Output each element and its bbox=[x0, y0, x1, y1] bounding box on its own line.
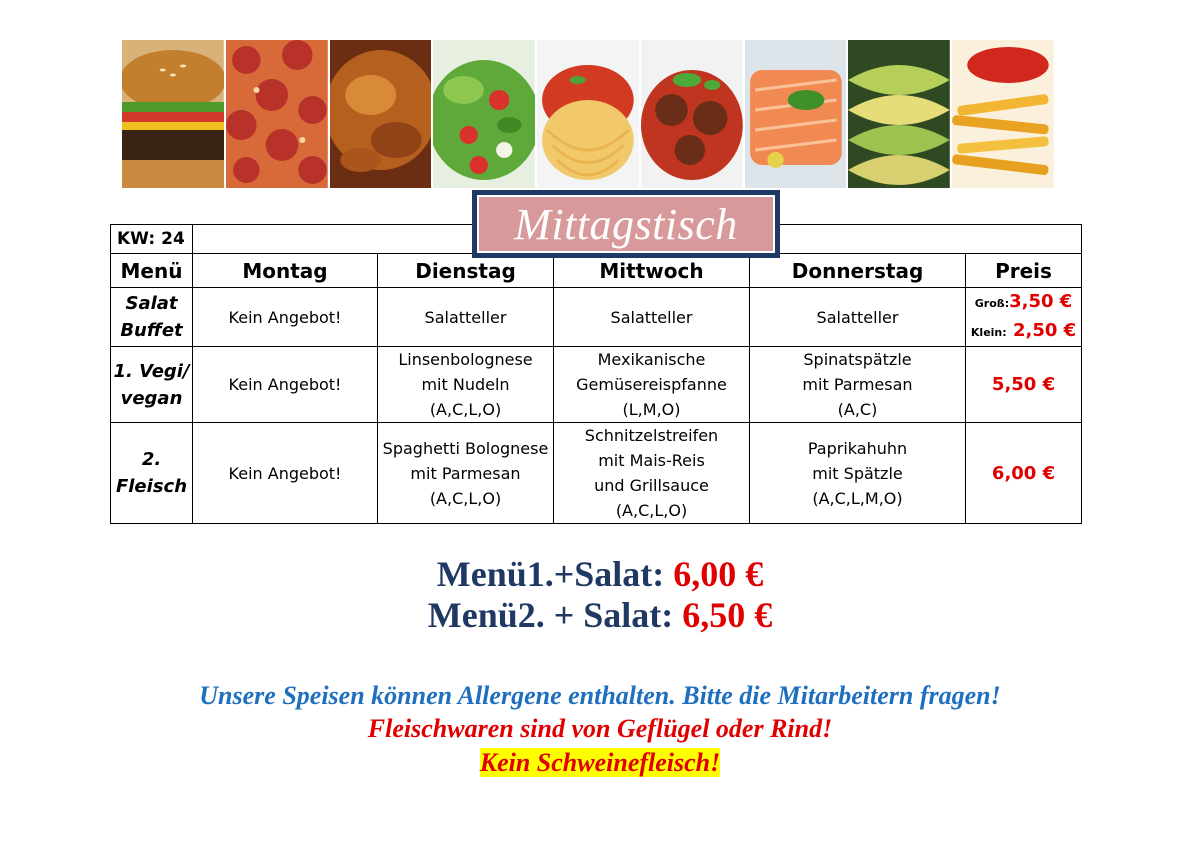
no-pork-note: Kein Schweinefleisch! bbox=[479, 748, 721, 777]
cell-dienstag bbox=[378, 347, 554, 423]
cell-donnerstag bbox=[750, 288, 966, 347]
menu-table bbox=[110, 224, 1082, 524]
dish-line: Gemüsereispfanne bbox=[576, 375, 727, 394]
cell-price-fleisch: 6,00 € bbox=[966, 423, 1082, 524]
title-frame bbox=[472, 190, 780, 258]
green-pasta-photo bbox=[848, 40, 952, 188]
allergen-codes: (A,C,L,M,O) bbox=[812, 488, 903, 508]
row-label-line: Salat bbox=[125, 293, 178, 314]
header-mittwoch: Mittwoch bbox=[554, 254, 750, 288]
dish-line: mit Mais-Reis bbox=[598, 451, 705, 470]
salad-photo bbox=[433, 40, 537, 188]
header-menu: Menü bbox=[111, 254, 193, 288]
combo-label: Menü2. + Salat: bbox=[427, 595, 683, 635]
pizza-photo bbox=[226, 40, 330, 188]
dish-line: Salatteller bbox=[424, 307, 507, 327]
food-banner bbox=[122, 40, 1054, 188]
allergen-codes: (A,C,L,O) bbox=[615, 501, 688, 520]
cell-price-vegi: 5,50 € bbox=[966, 347, 1082, 423]
table-row bbox=[111, 288, 1082, 347]
dish-line: und Grillsauce bbox=[594, 476, 709, 495]
price-klein-label: Klein: bbox=[970, 326, 1007, 339]
cell-dienstag bbox=[378, 288, 554, 347]
cell-mittwoch bbox=[554, 347, 750, 423]
table-header-row bbox=[111, 254, 1082, 288]
combo-menu2 bbox=[0, 594, 1200, 636]
header-montag: Montag bbox=[193, 254, 378, 288]
header-donnerstag: Donnerstag bbox=[750, 254, 966, 288]
dish-line: Schnitzelstreifen bbox=[584, 426, 719, 445]
dish-line: mit Parmesan bbox=[802, 375, 913, 394]
dish-line: Spaghetti Bolognese bbox=[382, 438, 549, 458]
dish-line: Salatteller bbox=[816, 307, 899, 327]
cell-mittwoch bbox=[554, 423, 750, 524]
meatballs-photo bbox=[641, 40, 745, 188]
cell-donnerstag bbox=[750, 423, 966, 524]
price-gross-label: Groß: bbox=[974, 297, 1010, 310]
row-label-line: vegan bbox=[120, 387, 183, 409]
dish-line: Kein Angebot! bbox=[228, 307, 342, 327]
cell-montag bbox=[193, 423, 378, 524]
price-klein-line bbox=[966, 317, 1081, 346]
allergen-codes: (A,C,L,O) bbox=[429, 400, 502, 419]
row-label-salat-buffet bbox=[111, 288, 193, 347]
dish-line: Linsenbolognese bbox=[398, 350, 533, 369]
price-klein-value: 2,50 € bbox=[1012, 320, 1077, 341]
dish-line: Spinatspätzle bbox=[803, 350, 912, 369]
roast-chicken-photo bbox=[330, 40, 434, 188]
combo-label: Menü1.+Salat: bbox=[436, 554, 674, 594]
table-row bbox=[111, 423, 1082, 524]
dish-line: mit Parmesan bbox=[410, 463, 521, 483]
cell-dienstag bbox=[378, 423, 554, 524]
header-dienstag: Dienstag bbox=[378, 254, 554, 288]
row-label-line: Buffet bbox=[120, 320, 183, 341]
price-gross-value: 3,50 € bbox=[1009, 291, 1073, 312]
allergen-codes: (L,M,O) bbox=[622, 400, 681, 419]
combo-price: 6,50 € bbox=[682, 595, 773, 635]
fries-photo bbox=[952, 40, 1054, 188]
dish-line: Kein Angebot! bbox=[228, 375, 342, 394]
combo-menu1 bbox=[0, 553, 1200, 595]
cell-donnerstag bbox=[750, 347, 966, 423]
calendar-week: KW: 24 bbox=[111, 225, 193, 254]
row-label-vegi bbox=[111, 347, 193, 423]
header-preis: Preis bbox=[966, 254, 1082, 288]
price-gross-line bbox=[966, 288, 1081, 317]
table-row bbox=[111, 347, 1082, 423]
salmon-photo bbox=[745, 40, 849, 188]
dish-line: mit Spätzle bbox=[812, 463, 903, 483]
dish-line: Salatteller bbox=[610, 307, 693, 327]
cell-mittwoch bbox=[554, 288, 750, 347]
dish-line: Kein Angebot! bbox=[228, 463, 342, 483]
row-label-fleisch bbox=[111, 423, 193, 524]
meat-origin-note: Fleischwaren sind von Geflügel oder Rind! bbox=[367, 714, 833, 743]
cell-price-salad bbox=[966, 288, 1082, 347]
dish-line: mit Nudeln bbox=[421, 375, 510, 394]
no-pork-note-line bbox=[0, 748, 1200, 778]
allergen-note: Unsere Speisen können Allergene enthalten. Bitte die Mitarbeitern fragen! bbox=[199, 681, 1001, 710]
spaghetti-photo bbox=[537, 40, 641, 188]
allergen-codes: (A,C,L,O) bbox=[429, 488, 502, 508]
row-label-line: 2. bbox=[141, 449, 162, 470]
row-label-line: Fleisch bbox=[115, 476, 188, 497]
combo-price: 6,00 € bbox=[673, 554, 764, 594]
allergen-codes: (A,C) bbox=[837, 400, 878, 419]
row-label-line: 1. Vegi/ bbox=[113, 360, 190, 382]
dish-line: Mexikanische bbox=[597, 350, 706, 369]
cell-montag bbox=[193, 347, 378, 423]
dish-line: Paprikahuhn bbox=[807, 438, 908, 458]
cell-montag bbox=[193, 288, 378, 347]
burger-photo bbox=[122, 40, 226, 188]
page-title: Mittagstisch bbox=[477, 195, 775, 253]
